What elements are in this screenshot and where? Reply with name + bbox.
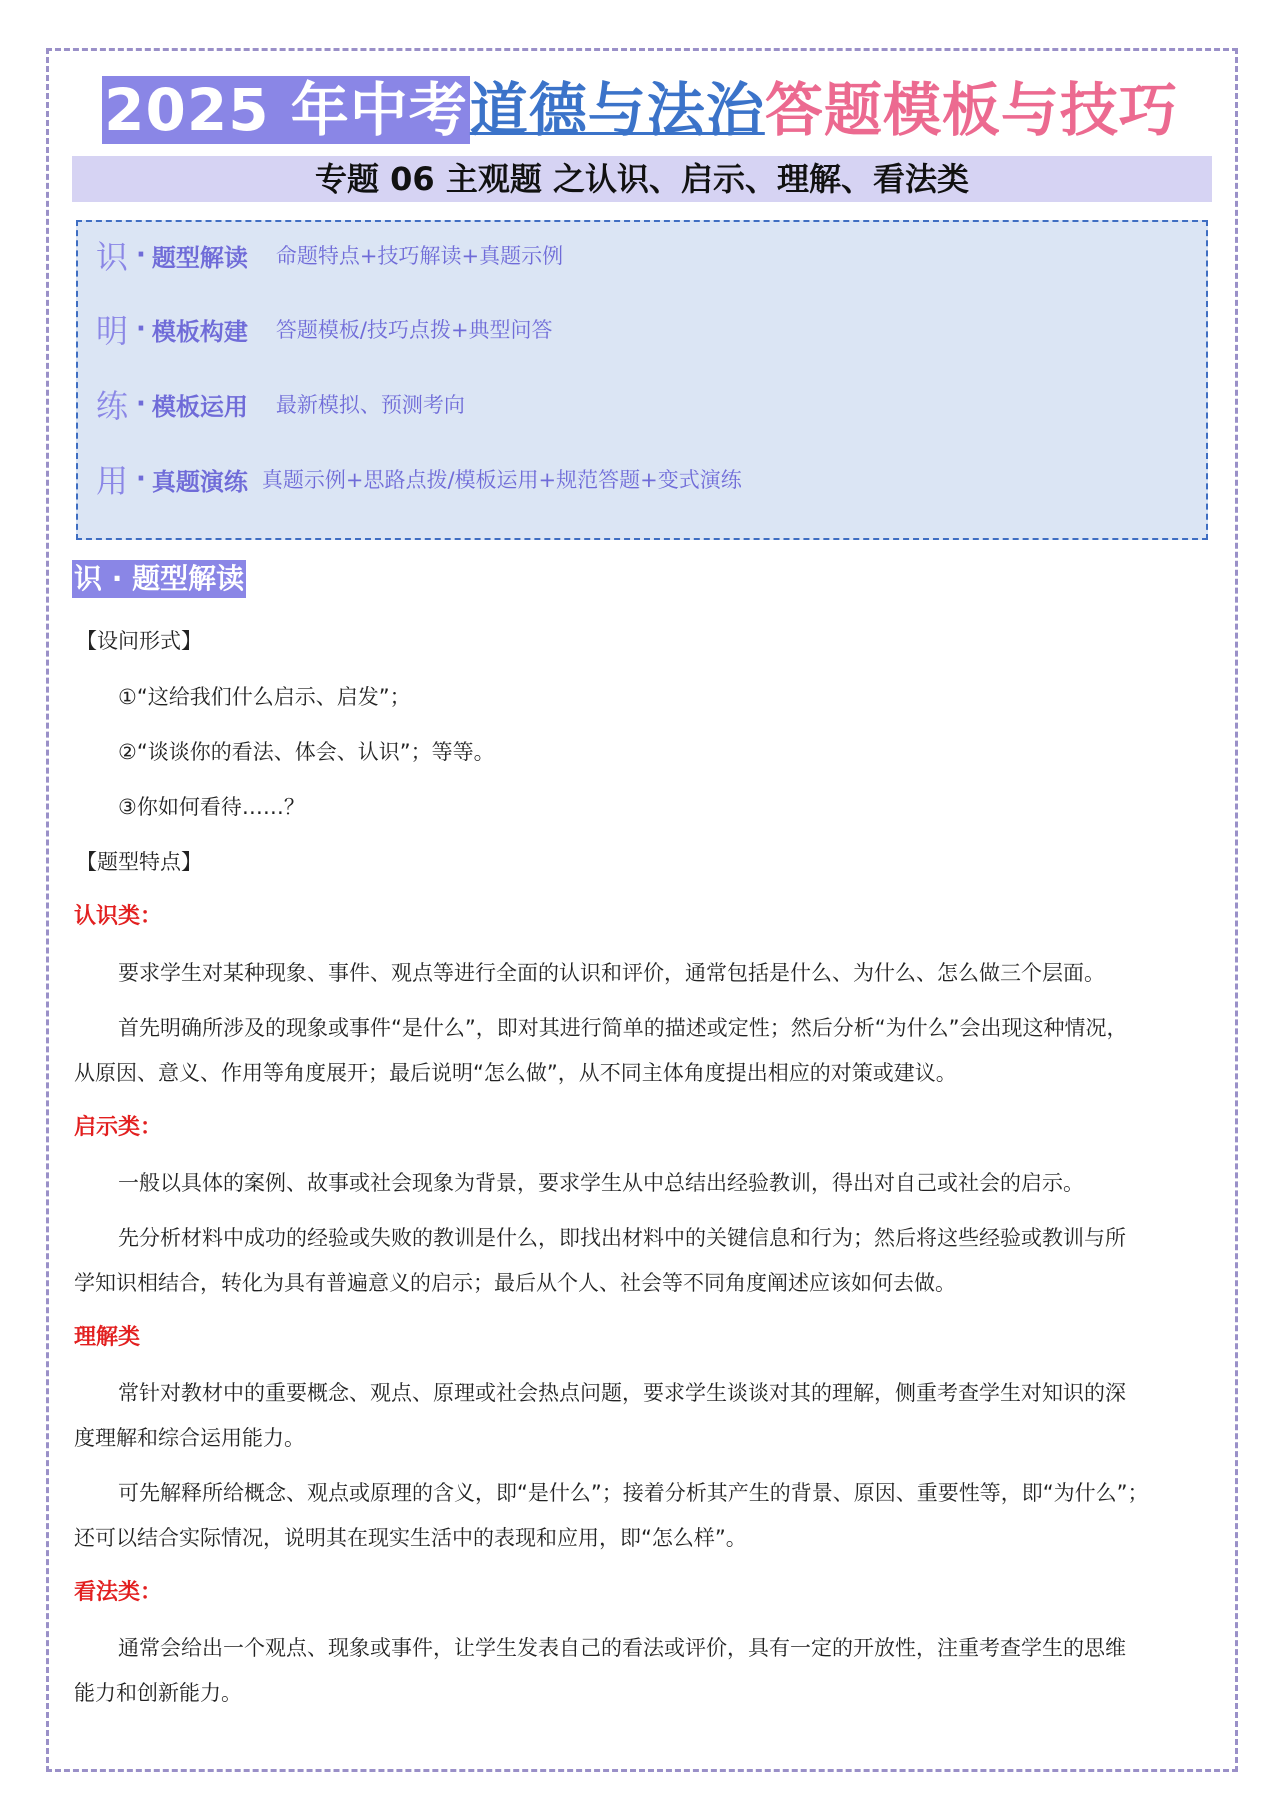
qishi-heading: 启示类： [74, 1115, 163, 1140]
toc-label: 题型解读 [151, 243, 248, 272]
toc-dot: · [136, 464, 146, 494]
toc-item-shi [96, 230, 563, 280]
toc-item-lian [96, 379, 465, 429]
toc-dot: · [136, 314, 146, 344]
toc-char: 识 [96, 238, 129, 276]
toc-label: 模板构建 [151, 317, 248, 346]
page-title [0, 74, 1280, 146]
toc-desc: 命题特点+技巧解读+真题示例 [275, 244, 564, 268]
paragraph: 先分析材料中成功的经验或失败的教训是什么，即找出材料中的关键信息和行为；然后将这些经验或教训与所 [118, 1226, 1126, 1250]
toc-dot: · [136, 240, 146, 270]
paragraph: 从原因、意义、作用等角度展开；最后说明“怎么做”，从不同主体角度提出相应的对策或建议。 [74, 1061, 957, 1085]
toc-label: 模板运用 [151, 392, 248, 421]
title-part-year: 2025 年中考 [104, 76, 468, 144]
toc-char: 练 [96, 387, 129, 425]
paragraph: 要求学生对某种现象、事件、观点等进行全面的认识和评价，通常包括是什么、为什么、怎么做三个层面。 [118, 961, 1105, 985]
paragraph: 度理解和综合运用能力。 [74, 1426, 305, 1450]
paragraph: 能力和创新能力。 [74, 1681, 242, 1705]
toc-desc: 最新模拟、预测考向 [275, 393, 465, 417]
renshi-heading: 认识类： [74, 904, 163, 929]
toc-label: 真题演练 [151, 467, 248, 496]
section-heading: 识 · 题型解读 [72, 560, 246, 598]
question-form-item: ③你如何看待……？ [118, 795, 305, 819]
toc-box [76, 220, 1208, 540]
subtitle-bar: 专题 06 主观题 之认识、启示、理解、看法类 [72, 156, 1212, 202]
toc-desc: 真题示例+思路点拨/模板运用+规范答题+变式演练 [261, 468, 742, 492]
toc-item-yong [96, 454, 742, 504]
question-form-item: ②“谈谈你的看法、体会、认识”；等等。 [118, 740, 495, 764]
question-form-item: ①“这给我们什么启示、启发”； [118, 685, 411, 709]
lijie-heading: 理解类 [74, 1325, 141, 1350]
paragraph: 一般以具体的案例、故事或社会现象为背景，要求学生从中总结出经验教训，得出对自己或社会的启示。 [118, 1171, 1084, 1195]
paragraph: 可先解释所给概念、观点或原理的含义，即“是什么”；接着分析其产生的背景、原因、重要性等，即“为什么”； [118, 1481, 1149, 1505]
toc-char: 明 [96, 312, 129, 350]
toc-dot: · [136, 389, 146, 419]
paragraph: 常针对教材中的重要概念、观点、原理或社会热点问题，要求学生谈谈对其的理解，侧重考查学生对知识的深 [118, 1381, 1126, 1405]
paragraph: 学知识相结合，转化为具有普遍意义的启示；最后从个人、社会等不同角度阐述应该如何去做。 [74, 1271, 956, 1295]
kanfa-heading: 看法类： [74, 1580, 163, 1605]
paragraph: 通常会给出一个观点、现象或事件，让学生发表自己的看法或评价，具有一定的开放性，注重考查学生的思维 [118, 1636, 1126, 1660]
toc-char: 用 [96, 462, 129, 500]
question-form-heading: 【设问形式】 [76, 629, 202, 653]
paragraph: 首先明确所涉及的现象或事件“是什么”，即对其进行简单的描述或定性；然后分析“为什么”会出现这种情况， [118, 1016, 1128, 1040]
title-part-topic: 答题模板与技巧 [764, 76, 1178, 144]
features-heading: 【题型特点】 [76, 850, 202, 874]
toc-desc: 答题模板/技巧点拨+典型问答 [275, 318, 553, 342]
title-part-subject: 道德与法治 [469, 76, 765, 144]
paragraph: 还可以结合实际情况，说明其在现实生活中的表现和应用，即“怎么样”。 [74, 1526, 747, 1550]
toc-item-ming [96, 304, 553, 354]
